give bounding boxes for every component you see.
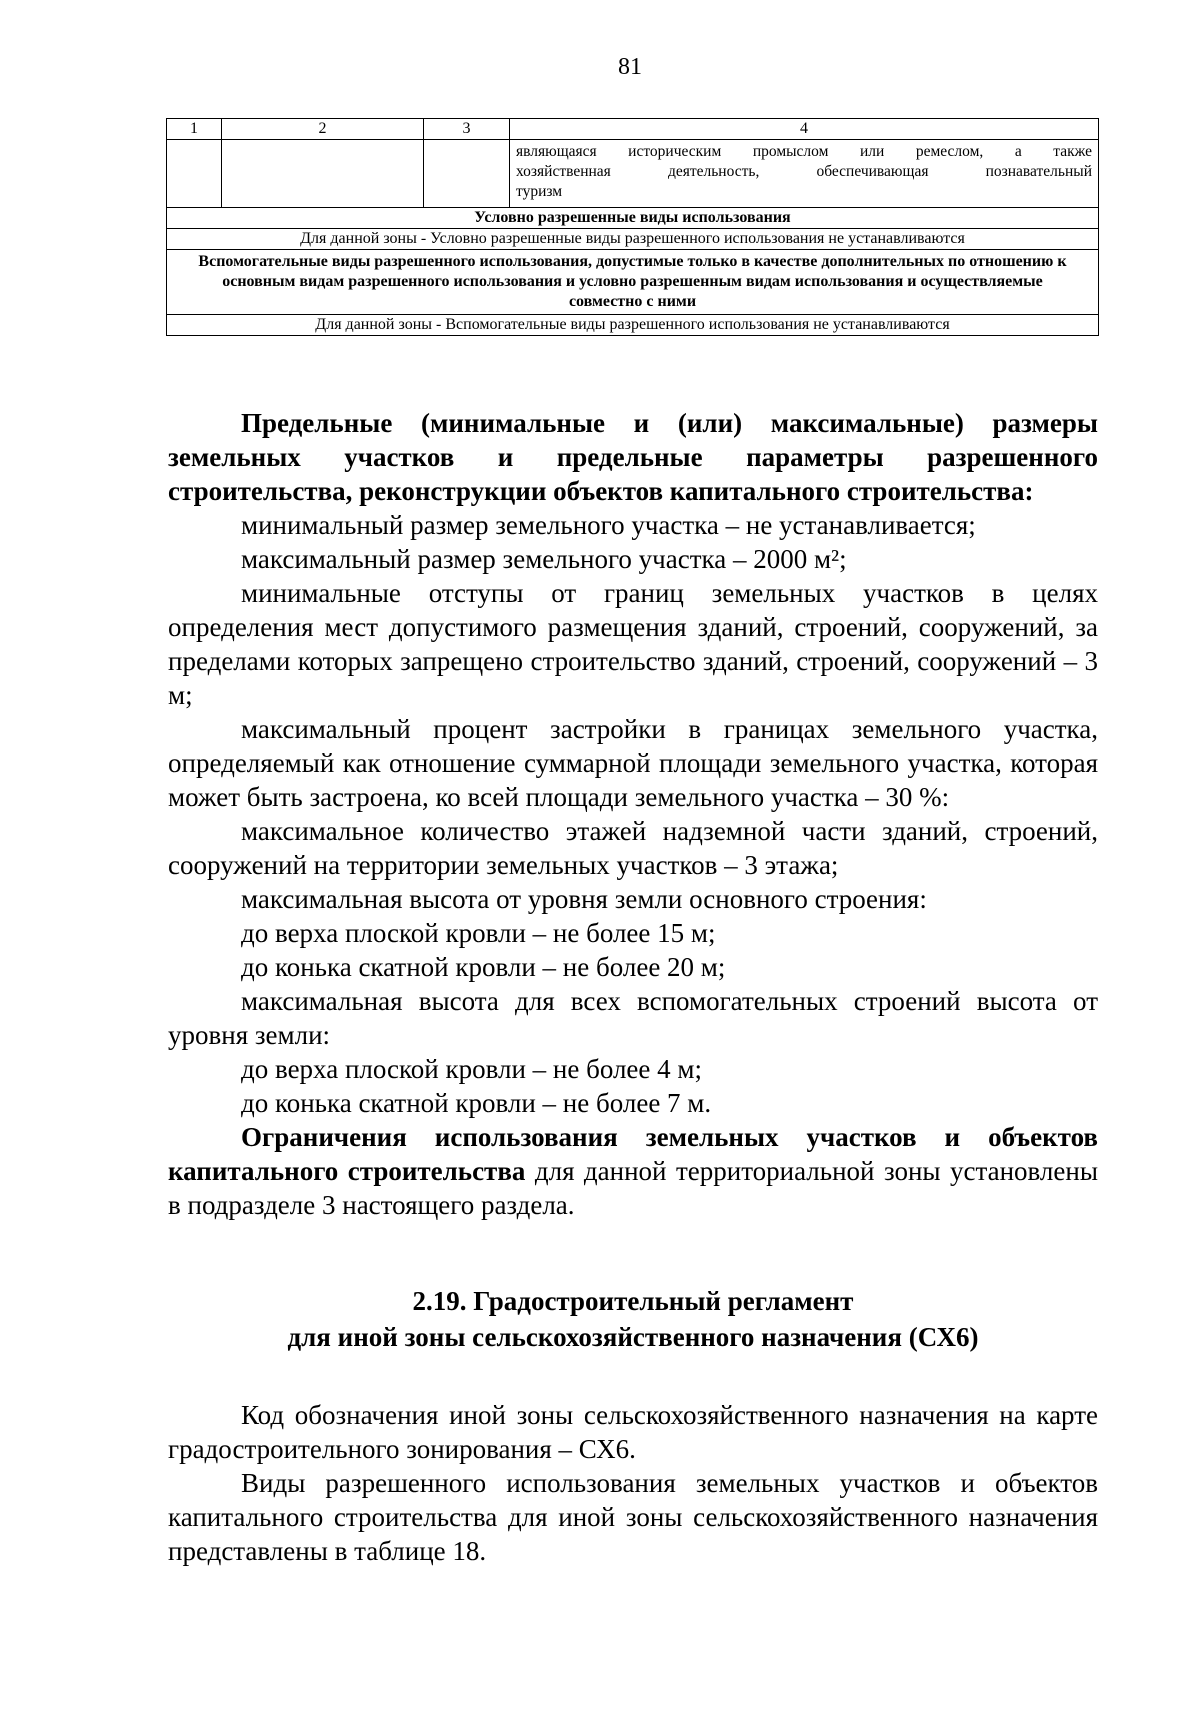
restrictions-rest: для данной территориальной зоны установлены в подразделе 3 настоящего раздела. <box>168 1156 1098 1220</box>
table-header-row <box>167 119 1099 140</box>
col-header-4: 4 <box>510 119 1099 140</box>
section-title <box>168 1283 1098 1355</box>
auxiliary-uses-note: Для данной зоны - Вспомогательные виды разрешенного использования не устанавливаются <box>167 315 1099 336</box>
table-row <box>167 208 1099 229</box>
conditional-uses-note: Для данной зоны - Условно разрешенные виды разрешенного использования не устанавливаются <box>167 229 1099 250</box>
limit-item: минимальный размер земельного участка – не устанавливается; <box>241 510 976 540</box>
restrictions-bold: Ограничения использования земельных участков и объектов капитального строительства <box>168 1122 1098 1186</box>
zone-code-paragraph: Код обозначения иной зоны сельскохозяйственного назначения на карте градостроительного зонирования – СХ6. <box>168 1400 1098 1464</box>
table-row <box>167 229 1099 250</box>
limit-item: максимальная высота от уровня земли основного строения: <box>241 884 927 914</box>
col-header-1: 1 <box>167 119 222 140</box>
section-title-line1: 2.19. Градостроительный регламент <box>412 1286 854 1316</box>
limit-item: максимальный размер земельного участка – 2000 м²; <box>241 544 847 574</box>
cell-line: хозяйственная деятельность, обеспечивающая познавательный <box>516 163 1092 180</box>
section-title-line2: для иной зоны сельскохозяйственного назначения (СХ6) <box>287 1322 979 1352</box>
limit-item: до верха плоской кровли – не более 15 м; <box>241 918 716 948</box>
regulation-table <box>166 118 1099 336</box>
table-row <box>167 250 1099 315</box>
zone-uses-paragraph: Виды разрешенного использования земельных участков и объектов капитального строительства для иной зоны сельскохозяйственного назначения представлены в таблице 18. <box>168 1468 1098 1566</box>
restrictions-paragraph <box>168 1120 1098 1222</box>
cell-line: туризм <box>516 183 563 200</box>
conditional-uses-title: Условно разрешенные виды использования <box>167 208 1099 229</box>
col-header-3: 3 <box>424 119 510 140</box>
section-body <box>168 1398 1098 1568</box>
limit-item: до верха плоской кровли – не более 4 м; <box>241 1054 702 1084</box>
limit-item: минимальные отступы от границ земельных участков в целях определения мест допустимого размещения зданий, строений, сооружений, за пределами которых запрещено строительство зданий, строений, сооружений – 3 м; <box>168 578 1098 710</box>
table-cell-empty <box>167 140 222 208</box>
table-row <box>167 140 1099 208</box>
cell-line: являющаяся историческим промыслом или ремеслом, а также <box>516 143 1092 160</box>
table-cell-empty <box>222 140 424 208</box>
page-number: 81 <box>618 54 642 80</box>
limit-item: максимальный процент застройки в границах земельного участка, определяемый как отношение суммарной площади земельного участка, которая может быть застроена, ко всей площади земельного участка – 30 %: <box>168 714 1098 812</box>
limit-item: максимальная высота для всех вспомогательных строений высота от уровня земли: <box>168 986 1098 1050</box>
table-row <box>167 315 1099 336</box>
limit-item: максимальное количество этажей надземной части зданий, строений, сооружений на территории земельных участков – 3 этажа; <box>168 816 1098 880</box>
limits-heading: Предельные (минимальные и (или) максимальные) размеры земельных участков и предельные параметры разрешенного строительства, реконструкции объектов капитального строительства: <box>168 408 1098 506</box>
limits-section <box>168 406 1098 1222</box>
auxiliary-uses-title: Вспомогательные виды разрешенного использования, допустимые только в качестве дополнительных по отношению к основным видам разрешенного использования и условно разрешенным видам использования и осуществляемые совместно с ними <box>167 250 1099 315</box>
col-header-2: 2 <box>222 119 424 140</box>
table-cell-description <box>510 140 1099 208</box>
table-cell-empty <box>424 140 510 208</box>
limit-item: до конька скатной кровли – не более 7 м. <box>241 1088 712 1118</box>
limit-item: до конька скатной кровли – не более 20 м; <box>241 952 726 982</box>
